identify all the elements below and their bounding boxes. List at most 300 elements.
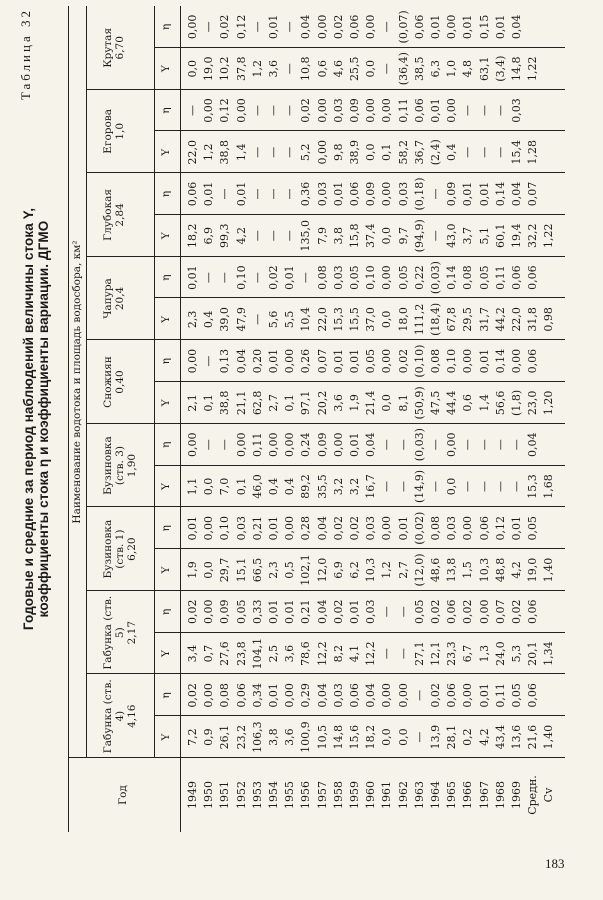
table-cell: — xyxy=(380,439,394,451)
table-cell: 27,1 xyxy=(412,641,426,666)
table-cell: 0,0 xyxy=(380,394,394,412)
table-cell: 0,06 xyxy=(526,265,540,290)
year-label: 1962 xyxy=(396,781,410,809)
table-cell: 0,06 xyxy=(186,181,199,207)
table-cell: 0,06 xyxy=(348,14,361,40)
table-title-line-1: Годовые и средние за период наблюдений величины стока Y, xyxy=(21,207,36,631)
table-cell: 12,2 xyxy=(364,641,378,666)
table-cell: 0,0 xyxy=(380,310,394,329)
table-cell: 0,00 xyxy=(380,98,394,123)
table-cell: 0,01 xyxy=(267,516,280,541)
table-cell: 7,0 xyxy=(218,477,232,496)
table-cell: 0,0 xyxy=(364,59,378,78)
table-cell: 14,8 xyxy=(510,56,523,81)
station-header xyxy=(102,173,126,257)
table-cell: 58,2 xyxy=(396,140,410,165)
table-cell: 2,3 xyxy=(267,561,280,579)
table-cell: 0,01 xyxy=(267,683,280,708)
table-cell: 0,02 xyxy=(331,599,345,625)
table-cell: 106,3 xyxy=(250,721,264,753)
table-cell: 0,00 xyxy=(234,432,248,457)
table-cell: 37,0 xyxy=(364,307,378,332)
table-cell: 16,7 xyxy=(364,474,378,499)
table-cell: 5,6 xyxy=(267,310,280,329)
table-cell: 0,4 xyxy=(267,477,280,496)
table-cell: 0,12 xyxy=(493,516,507,541)
table-cell: 38,5 xyxy=(412,56,426,81)
table-cell: (2,4) xyxy=(429,139,442,166)
table-cell: 6,3 xyxy=(429,59,442,78)
station-header xyxy=(102,340,126,424)
table-cell: 44,4 xyxy=(445,390,459,416)
table-cell: 0,01 xyxy=(283,265,297,290)
year-label: 1951 xyxy=(218,781,232,809)
table-cell: 21,6 xyxy=(526,724,540,750)
table-cell: 5,5 xyxy=(283,310,297,329)
table-cell: 10,8 xyxy=(299,56,313,81)
table-cell: 0,06 xyxy=(477,516,491,541)
table-cell: 23,0 xyxy=(526,390,540,416)
table-cell: 1,20 xyxy=(542,390,556,416)
runoff-table xyxy=(68,6,565,832)
subheader-eta: η xyxy=(160,441,172,448)
table-cell: 5,3 xyxy=(510,644,523,663)
table-cell: 0,01 xyxy=(283,599,297,625)
table-cell: — xyxy=(380,480,394,492)
table-cell: 37,4 xyxy=(364,223,378,249)
station-header xyxy=(102,6,126,90)
table-cell: 0,26 xyxy=(299,348,313,374)
table-cell: — xyxy=(380,606,394,618)
table-cell: 15,3 xyxy=(331,307,345,332)
table-cell: 0,01 xyxy=(461,181,475,207)
table-cell: (12,0) xyxy=(412,553,426,587)
table-cell: 1,2 xyxy=(202,143,216,161)
table-cell: 97,1 xyxy=(299,390,313,416)
table-cell: 0,00 xyxy=(364,98,378,123)
table-cell: 0,06 xyxy=(412,14,426,40)
table-cell: 20,2 xyxy=(315,390,329,416)
station-name: Габунка (ств. 5) xyxy=(102,595,126,670)
subheader-eta: η xyxy=(160,23,172,31)
table-cell: — xyxy=(493,480,507,492)
table-cell: 3,6 xyxy=(331,394,345,412)
table-cell: 2,7 xyxy=(267,394,280,412)
table-cell: 1,22 xyxy=(526,56,540,81)
table-cell: 0,05 xyxy=(526,516,540,541)
table-cell: 0,14 xyxy=(493,348,507,374)
table-cell: 3,2 xyxy=(331,477,345,496)
table-cell: 0,21 xyxy=(299,599,313,625)
year-label: 1958 xyxy=(331,781,345,809)
table-cell: 0,00 xyxy=(315,14,329,40)
table-cell: 48,6 xyxy=(429,557,442,583)
table-cell: 15,5 xyxy=(348,307,361,332)
table-cell: — xyxy=(396,648,410,660)
table-cell: 0,01 xyxy=(396,516,410,541)
table-cell: 0,01 xyxy=(348,599,361,625)
station-area: 2,17 xyxy=(126,620,138,645)
table-cell: 1,9 xyxy=(348,394,361,412)
table-cell: 0,07 xyxy=(493,599,507,625)
table-cell: 0,02 xyxy=(186,599,199,625)
table-cell: 0,01 xyxy=(429,14,442,40)
subheader-eta: η xyxy=(160,357,172,365)
table-cell: 0,03 xyxy=(331,98,345,123)
table-cell: 0,12 xyxy=(218,98,232,123)
table-cell: 24,0 xyxy=(493,641,507,666)
table-cell: 5,1 xyxy=(477,227,491,245)
table-cell: — xyxy=(186,104,199,116)
station-name: Сножиян xyxy=(102,356,114,408)
table-cell: 10,5 xyxy=(315,724,329,750)
table-cell: 0,11 xyxy=(493,265,507,290)
table-cell: 19,0 xyxy=(202,56,216,81)
table-cell: — xyxy=(477,146,491,158)
table-cell: 0,00 xyxy=(461,516,475,541)
station-header xyxy=(102,424,138,508)
table-cell: 0,00 xyxy=(315,140,329,165)
table-cell: 0,6 xyxy=(461,394,475,412)
table-cell: 0,0 xyxy=(445,477,459,496)
table-cell: 0,02 xyxy=(461,599,475,625)
table-cell: — xyxy=(283,21,297,33)
table-cell: 9,8 xyxy=(331,143,345,161)
station-area: 6,20 xyxy=(126,537,138,561)
table-cell: — xyxy=(396,439,410,451)
table-cell: 78,6 xyxy=(299,641,313,666)
table-title-line-2: коэффициенты стока η и коэффициенты вариации. ДГМО xyxy=(36,220,51,618)
station-name: Бузиновка (ств. 1) xyxy=(102,519,126,579)
table-cell: 0,09 xyxy=(445,181,459,207)
table-cell: 0,00 xyxy=(283,683,297,708)
table-cell: — xyxy=(412,689,426,701)
table-cell: — xyxy=(461,480,475,492)
table-cell: 0,0 xyxy=(202,561,216,579)
table-cell: 0,00 xyxy=(186,348,199,374)
table-cell: 0,00 xyxy=(283,516,297,541)
year-label: 1956 xyxy=(299,781,313,809)
station-area: 1,0 xyxy=(114,123,126,140)
table-cell: — xyxy=(202,355,216,367)
table-cell: 1,9 xyxy=(186,561,199,579)
table-cell: 3,7 xyxy=(461,227,475,245)
table-cell: (18,4) xyxy=(429,302,442,336)
table-cell: 0,4 xyxy=(283,477,297,496)
table-cell: 0,06 xyxy=(510,265,523,290)
subheader-eta: η xyxy=(160,274,172,281)
station-area: 6,70 xyxy=(114,36,126,60)
table-cell: 0,29 xyxy=(299,683,313,708)
table-top-border xyxy=(68,6,69,832)
table-cell: 38,9 xyxy=(348,140,361,165)
table-cell: — xyxy=(429,439,442,451)
table-cell: 0,2 xyxy=(461,728,475,746)
station-name: Габунка (ств. 4) xyxy=(102,679,126,754)
table-cell: 6,9 xyxy=(202,227,216,245)
table-cell: — xyxy=(461,104,475,116)
table-cell: 0,14 xyxy=(445,265,459,290)
table-cell: 0,01 xyxy=(477,348,491,374)
table-cell: 0,01 xyxy=(461,14,475,40)
table-cell: 104,1 xyxy=(250,637,264,670)
station-area: 0,40 xyxy=(114,370,126,394)
table-cell: 0,02 xyxy=(331,14,345,40)
table-cell: 0,04 xyxy=(364,683,378,708)
table-cell: 0,04 xyxy=(510,14,523,40)
table-cell: (0,18) xyxy=(412,177,426,211)
table-cell: — xyxy=(267,146,280,158)
table-cell: 22,0 xyxy=(186,140,199,165)
table-cell: 0,20 xyxy=(250,348,264,374)
table-cell: 0,00 xyxy=(445,432,459,457)
table-cell: 3,2 xyxy=(348,477,361,496)
table-cell: 35,5 xyxy=(315,474,329,499)
year-label: 1954 xyxy=(267,781,280,809)
table-cell: 0,00 xyxy=(477,599,491,625)
table-cell: — xyxy=(477,439,491,451)
table-cell: 38,8 xyxy=(218,140,232,165)
table-cell: 0,98 xyxy=(542,307,556,332)
table-cell: 48,8 xyxy=(493,557,507,583)
table-cell: (50,9) xyxy=(412,386,426,420)
table-cell: — xyxy=(250,313,264,325)
table-cell: 4,2 xyxy=(477,728,491,746)
table-cell: — xyxy=(267,104,280,116)
table-cell: 0,06 xyxy=(234,683,248,708)
table-cell: 12,0 xyxy=(315,557,329,583)
year-label: Cv xyxy=(542,787,556,803)
station-header xyxy=(102,90,126,174)
table-cell: 14,8 xyxy=(331,724,345,750)
table-cell: (94,9) xyxy=(412,219,426,253)
table-cell: 0,05 xyxy=(234,599,248,625)
table-cell: 0,05 xyxy=(510,683,523,708)
table-cell: 0,09 xyxy=(315,432,329,457)
table-cell: 0,03 xyxy=(331,683,345,708)
table-cell: 1,2 xyxy=(380,561,394,579)
table-cell: 0,01 xyxy=(186,516,199,541)
table-cell: 4,1 xyxy=(348,644,361,663)
year-header: Год xyxy=(117,785,129,805)
table-cell: 0,03 xyxy=(315,181,329,207)
table-cell: 0,14 xyxy=(493,181,507,207)
table-cell: 0,01 xyxy=(429,98,442,123)
table-cell: 18,2 xyxy=(364,724,378,750)
table-cell: — xyxy=(380,648,394,660)
table-cell: 19,0 xyxy=(526,557,540,583)
table-cell: — xyxy=(267,230,280,242)
table-cell: 0,04 xyxy=(364,432,378,457)
table-cell: 29,5 xyxy=(461,307,475,332)
subheader-y: Y xyxy=(160,650,172,658)
table-cell: 0,02 xyxy=(348,516,361,541)
table-cell: (1,8) xyxy=(510,389,523,416)
table-cell: 5,2 xyxy=(299,143,313,161)
table-cell: 10,4 xyxy=(299,307,313,332)
table-cell: 0,09 xyxy=(364,181,378,207)
table-cell: 0,02 xyxy=(186,683,199,708)
subheader-y: Y xyxy=(160,566,172,574)
table-cell: 0,10 xyxy=(364,265,378,290)
year-label: 1959 xyxy=(348,781,361,809)
table-cell: — xyxy=(461,146,475,158)
table-cell: 0,33 xyxy=(250,599,264,625)
table-cell: 8,1 xyxy=(396,394,410,412)
table-cell: 0,06 xyxy=(526,683,540,708)
table-cell: 0,10 xyxy=(218,516,232,541)
table-cell: 18,2 xyxy=(186,223,199,249)
table-cell: 23,3 xyxy=(445,641,459,666)
table-cell: 0,0 xyxy=(396,728,410,746)
year-label: 1949 xyxy=(186,781,199,809)
table-cell: 2,3 xyxy=(186,310,199,329)
table-cell: 0,00 xyxy=(364,14,378,40)
table-cell: — xyxy=(510,480,523,492)
year-label: 1957 xyxy=(315,781,329,809)
table-cell: (0,02) xyxy=(412,511,426,545)
table-cell: 3,6 xyxy=(283,728,297,746)
table-cell: 0,02 xyxy=(510,599,523,625)
table-cell: 0,1 xyxy=(380,143,394,161)
table-cell: 0,01 xyxy=(510,516,523,541)
table-cell: 0,06 xyxy=(445,599,459,625)
table-cell: 0,05 xyxy=(396,265,410,290)
table-cell: 32,2 xyxy=(526,223,540,249)
table-cell: 1,0 xyxy=(445,59,459,78)
table-cell: 0,28 xyxy=(299,516,313,541)
table-cell: 0,04 xyxy=(234,348,248,374)
station-area: 2,84 xyxy=(114,203,126,227)
group-header-rule xyxy=(86,6,87,758)
table-cell: 0,04 xyxy=(510,181,523,207)
table-cell: 0,00 xyxy=(380,348,394,374)
table-cell: 0,10 xyxy=(445,348,459,374)
year-label: Средн. xyxy=(526,775,540,815)
table-cell: 100,9 xyxy=(299,721,313,753)
station-header xyxy=(102,674,138,758)
table-cell: 0,06 xyxy=(526,599,540,625)
table-cell: 0,02 xyxy=(267,265,280,290)
table-cell: 0,08 xyxy=(218,683,232,708)
table-cell: 21,4 xyxy=(364,390,378,416)
table-cell: 26,1 xyxy=(218,724,232,750)
table-cell: 10,3 xyxy=(364,557,378,583)
table-cell: 15,3 xyxy=(526,474,540,499)
table-cell: 15,6 xyxy=(348,724,361,750)
table-cell: — xyxy=(380,63,394,75)
table-cell: 0,03 xyxy=(364,516,378,541)
table-cell: — xyxy=(250,230,264,242)
table-cell: 0,0 xyxy=(364,143,378,161)
table-cell: 0,24 xyxy=(299,432,313,457)
table-cell: — xyxy=(493,439,507,451)
table-cell: 7,9 xyxy=(315,227,329,245)
table-cell: 0,00 xyxy=(445,14,459,40)
table-cell: 0,11 xyxy=(396,98,410,123)
table-cell: 2,7 xyxy=(396,561,410,579)
table-cell: 36,7 xyxy=(412,140,426,165)
table-cell: 0,01 xyxy=(477,181,491,207)
table-cell: — xyxy=(380,21,394,33)
table-cell: 0,00 xyxy=(461,683,475,708)
table-cell: 31,7 xyxy=(477,307,491,332)
station-name: Крутая xyxy=(102,27,114,68)
year-label: 1964 xyxy=(429,781,442,809)
table-cell: 23,2 xyxy=(234,724,248,750)
year-label: 1965 xyxy=(445,781,459,809)
station-area: 20,4 xyxy=(114,286,126,311)
table-cell: 47,5 xyxy=(429,390,442,416)
table-cell: 6,7 xyxy=(461,644,475,663)
year-label: 1968 xyxy=(493,781,507,809)
table-cell: — xyxy=(493,146,507,158)
table-cell: — xyxy=(218,188,232,200)
table-cell: 63,1 xyxy=(477,56,491,81)
subheader-y: Y xyxy=(160,483,172,490)
table-cell: 0,01 xyxy=(267,599,280,625)
table-cell: 0,00 xyxy=(202,516,216,541)
table-cell: 0,6 xyxy=(315,59,329,78)
table-cell: 0,03 xyxy=(364,599,378,625)
table-cell: 0,01 xyxy=(331,348,345,374)
table-cell: 22,0 xyxy=(315,307,329,332)
table-cell: 13,9 xyxy=(429,724,442,750)
table-cell: 0,0 xyxy=(380,227,394,245)
table-cell: 0,05 xyxy=(412,599,426,625)
table-cell: 3,4 xyxy=(186,644,199,663)
table-cell: 0,08 xyxy=(461,265,475,290)
table-cell: — xyxy=(510,439,523,451)
table-cell: 0,02 xyxy=(429,683,442,708)
table-cell: 1,34 xyxy=(542,641,556,666)
table-cell: — xyxy=(202,21,216,33)
table-cell: 0,00 xyxy=(267,432,280,457)
rotated-table-block xyxy=(18,6,573,832)
table-cell: 27,6 xyxy=(218,641,232,666)
table-cell: — xyxy=(202,439,216,451)
station-area: 4,16 xyxy=(126,704,138,728)
table-cell: 0,1 xyxy=(234,477,248,496)
table-cell: 0,06 xyxy=(348,181,361,207)
table-cell: 1,40 xyxy=(542,724,556,750)
table-cell: 2,1 xyxy=(186,394,199,412)
station-name: Глубокая xyxy=(102,188,114,241)
table-cell: — xyxy=(477,480,491,492)
table-cell: 0,12 xyxy=(234,14,248,40)
table-cell: 0,21 xyxy=(250,516,264,541)
table-cell: 0,08 xyxy=(315,265,329,290)
table-cell: 60,1 xyxy=(493,223,507,249)
table-cell: 0,0 xyxy=(202,477,216,496)
table-cell: 0,00 xyxy=(315,98,329,123)
table-cell: 0,00 xyxy=(202,98,216,123)
table-cell: 0,05 xyxy=(364,348,378,374)
table-cell: 0,00 xyxy=(186,432,199,457)
subheader-y: Y xyxy=(160,65,172,73)
table-cell: 0,02 xyxy=(429,599,442,625)
table-cell: 0,00 xyxy=(510,348,523,374)
table-cell: 0,03 xyxy=(234,516,248,541)
table-cell: 13,6 xyxy=(510,724,523,750)
table-cell: 0,01 xyxy=(234,181,248,207)
table-cell: 0,04 xyxy=(526,432,540,457)
table-cell: 62,8 xyxy=(250,390,264,416)
table-cell: — xyxy=(267,188,280,200)
subheader-eta: η xyxy=(160,107,172,114)
year-label: 1960 xyxy=(364,781,378,809)
table-cell: 0,00 xyxy=(380,683,394,708)
